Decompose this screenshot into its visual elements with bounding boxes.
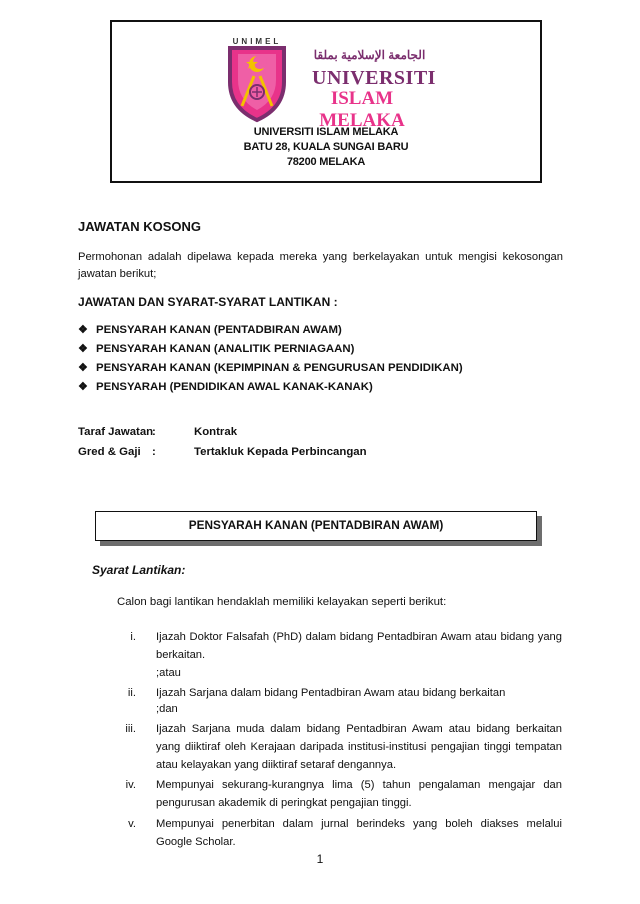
- requirement-text: Ijazah Sarjana muda dalam bidang Pentadbiran Awam atau bidang berkaitan yang diiktiraf oleh Kerajaan daripada institusi-institusi pengajian tinggi tempatan atau kelayakan yang diiktiraf setaraf dengannya.: [156, 723, 562, 771]
- appointment-requirements-heading: Syarat Lantikan:: [92, 563, 186, 577]
- diamond-bullet-icon: ❖: [78, 324, 88, 336]
- university-name-line2: ISLAM MELAKA: [319, 88, 405, 131]
- diamond-bullet-icon: ❖: [78, 343, 88, 355]
- address-line-3: 78200 MELAKA: [286, 156, 366, 168]
- position-item: [78, 359, 463, 378]
- page-number: 1: [316, 852, 324, 866]
- requirement-text: Mempunyai sekurang-kurangnya lima (5) tahun pengalaman mengajar dan pengurusan akademik di peringkat pengajian tinggi.: [156, 779, 562, 809]
- requirement-number: iv.: [125, 779, 136, 791]
- grade-salary-label: Gred & Gaji: [78, 446, 141, 458]
- position-label: PENSYARAH KANAN (ANALITIK PERNIAGAAN): [96, 343, 355, 355]
- connector-or: ;atau: [156, 667, 181, 679]
- employment-status-colon: :: [152, 426, 156, 438]
- position-item: [78, 340, 463, 359]
- arabic-university-name: الجامعة الإسلامية بملقا: [313, 48, 426, 62]
- header-box: [110, 20, 542, 183]
- employment-status-label: Taraf Jawatan: [78, 426, 154, 438]
- position-label: PENSYARAH KANAN (KEPIMPINAN & PENGURUSAN PENDIDIKAN): [96, 362, 463, 374]
- diamond-bullet-icon: ❖: [78, 362, 88, 374]
- positions-subheading: JAWATAN DAN SYARAT-SYARAT LANTIKAN :: [78, 295, 338, 309]
- requirement-number: iii.: [125, 723, 136, 735]
- grade-salary-colon: :: [152, 446, 156, 458]
- position-item: [78, 321, 463, 340]
- requirement-number: i.: [130, 631, 136, 643]
- position-label: PENSYARAH (PENDIDIKAN AWAL KANAK-KANAK): [96, 381, 373, 393]
- requirement-text: Ijazah Doktor Falsafah (PhD) dalam bidang Pentadbiran Awam atau bidang yang berkaitan.: [156, 631, 562, 661]
- requirement-number: ii.: [127, 687, 136, 699]
- grade-salary-value: Tertakluk Kepada Perbincangan: [194, 446, 367, 458]
- diamond-bullet-icon: ❖: [78, 381, 88, 393]
- position-heading-box: PENSYARAH KANAN (PENTADBIRAN AWAM): [95, 511, 537, 541]
- university-name-line1: UNIVERSITI: [312, 67, 436, 89]
- requirement-text: Mempunyai penerbitan dalam jurnal berindeks yang boleh diakses melalui Google Scholar.: [156, 818, 562, 848]
- candidate-intro-text: Calon bagi lantikan hendaklah memiliki kelayakan seperti berikut:: [117, 596, 447, 608]
- university-crest-logo: [224, 34, 290, 124]
- page-title: JAWATAN KOSONG: [78, 219, 202, 234]
- position-label: PENSYARAH KANAN (PENTADBIRAN AWAM): [96, 324, 342, 336]
- requirement-number: v.: [128, 818, 136, 830]
- intro-paragraph: Permohonan adalah dipelawa kepada mereka yang berkelayakan untuk mengisi kekosongan jawatan berikut;: [78, 251, 563, 280]
- employment-status-value: Kontrak: [194, 426, 238, 438]
- connector-and: ;dan: [156, 703, 178, 715]
- address-line-1: UNIVERSITI ISLAM MELAKA: [253, 126, 399, 138]
- positions-list: [78, 321, 463, 397]
- position-item: [78, 378, 463, 397]
- address-line-2: BATU 28, KUALA SUNGAI BARU: [243, 141, 409, 153]
- requirement-text: Ijazah Sarjana dalam bidang Pentadbiran Awam atau bidang berkaitan: [156, 687, 506, 699]
- logo-text: UNIMEL: [232, 37, 282, 46]
